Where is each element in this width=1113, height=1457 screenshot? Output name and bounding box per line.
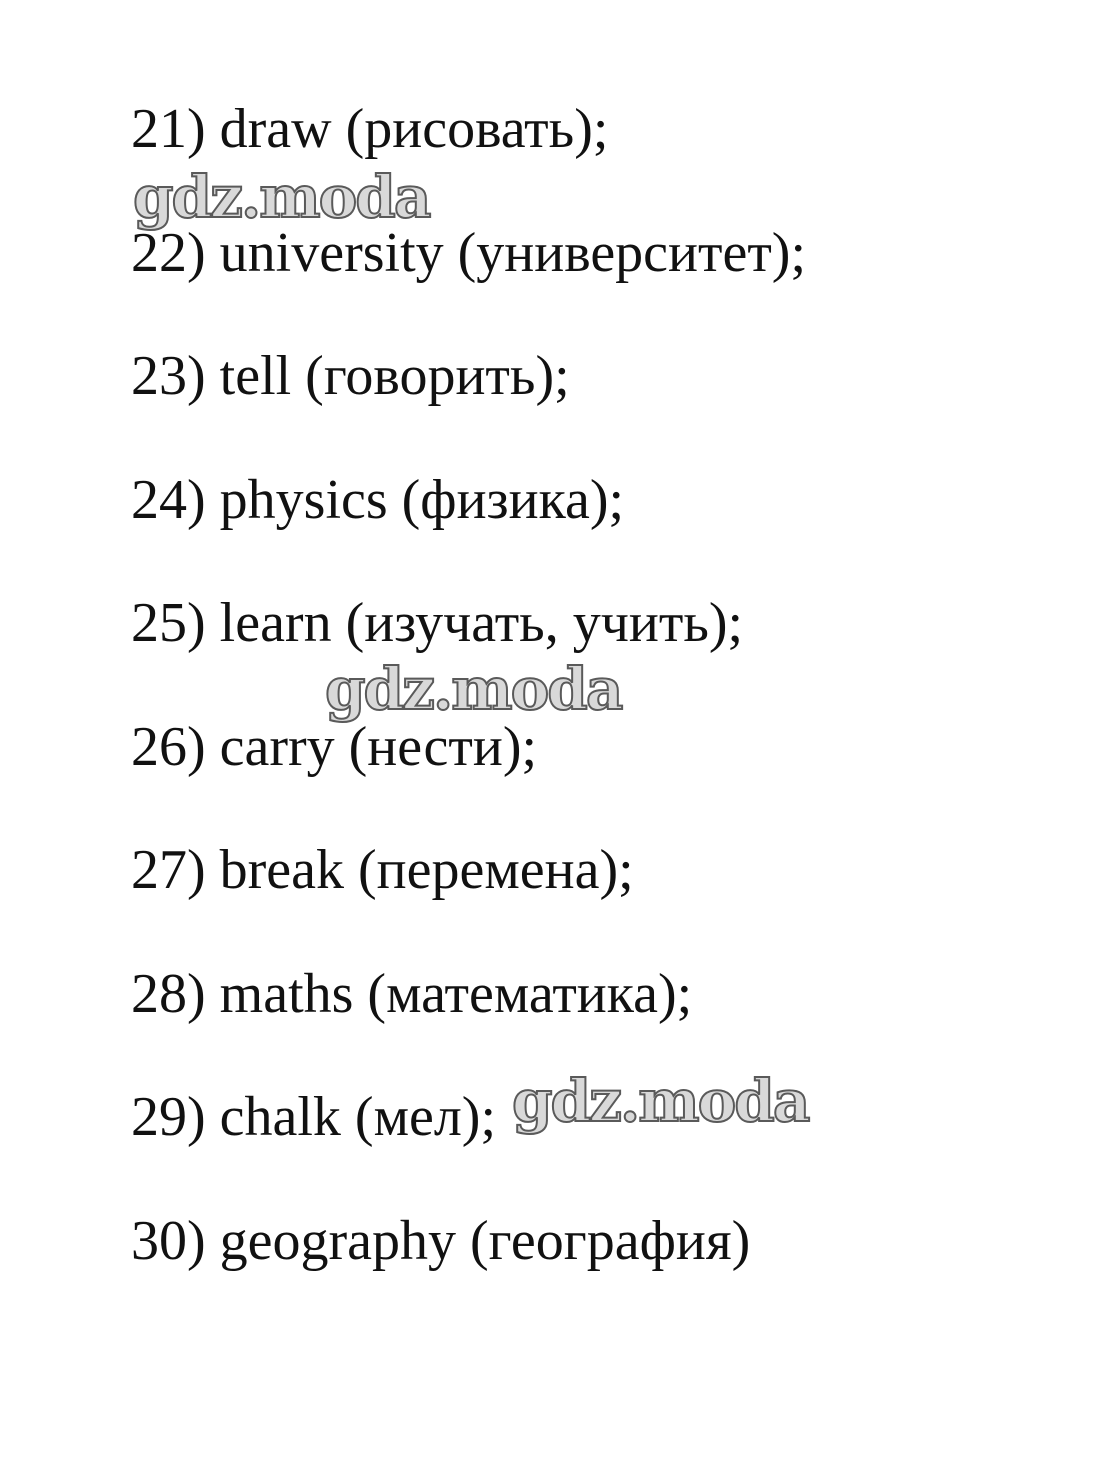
vocabulary-item-21: 21) draw (рисовать); xyxy=(131,98,609,160)
vocabulary-item-27: 27) break (перемена); xyxy=(131,839,634,901)
vocabulary-item-25: 25) learn (изучать, учить); xyxy=(131,592,744,654)
vocabulary-item-23: 23) tell (говорить); xyxy=(131,345,570,407)
vocabulary-item-26: 26) carry (нести); xyxy=(131,715,538,778)
watermark-logo: gdz.moda xyxy=(512,1067,809,1135)
vocabulary-item-24: 24) physics (физика); xyxy=(131,468,625,531)
vocabulary-item-22: 22) university (университет); xyxy=(131,221,807,284)
watermark-logo: gdz.moda xyxy=(325,655,622,723)
vocabulary-item-30: 30) geography (география) xyxy=(131,1209,751,1272)
vocabulary-item-29: 29) chalk (мел); xyxy=(131,1086,497,1148)
vocabulary-item-28: 28) maths (математика); xyxy=(131,962,693,1025)
watermark-logo: gdz.moda xyxy=(133,163,430,231)
